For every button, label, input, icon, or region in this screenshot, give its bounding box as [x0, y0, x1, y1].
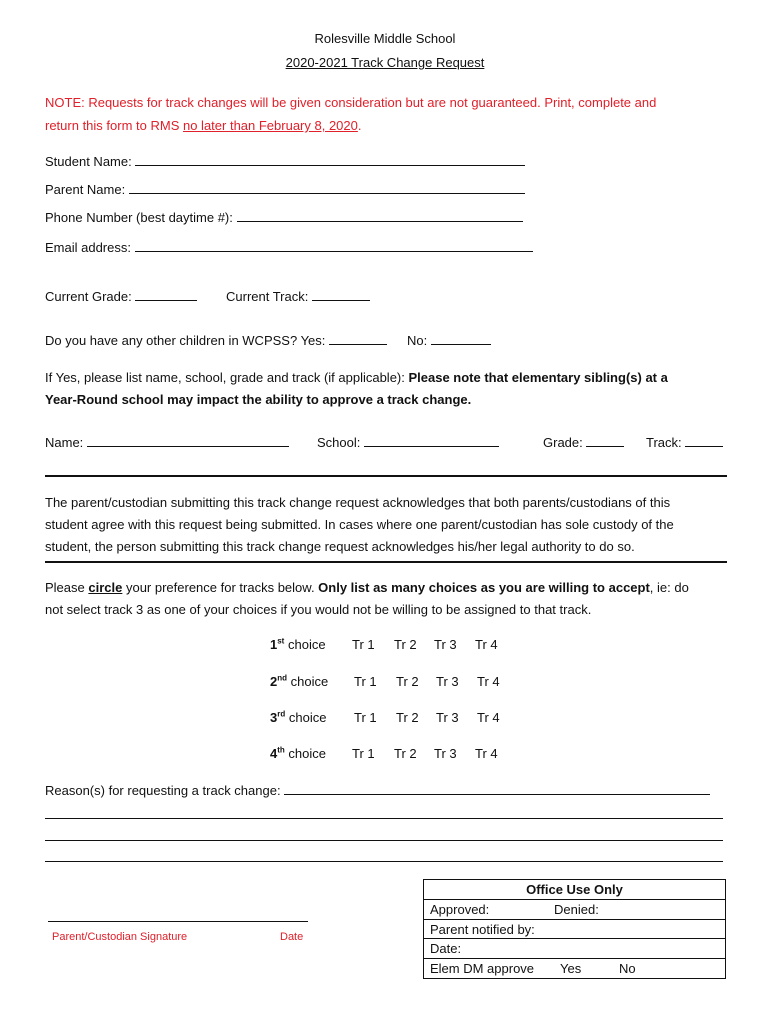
- parent-name-field[interactable]: Parent Name:: [45, 182, 525, 197]
- track-option[interactable]: Tr 1: [354, 674, 377, 689]
- track-option[interactable]: Tr 3: [436, 674, 459, 689]
- choice-label: 1st choice: [270, 636, 326, 652]
- ack-line-3: student, the person submitting this track change request acknowledges his/her legal authority to do so.: [45, 539, 635, 554]
- office-elem: Elem DM approve: [430, 960, 535, 976]
- track-option[interactable]: Tr 1: [354, 710, 377, 725]
- track-option[interactable]: Tr 4: [477, 710, 500, 725]
- office-approved: Approved:: [430, 902, 490, 917]
- ack-line-2: student agree with this request being submitted. In cases where one parent/custodian has sole custody of the: [45, 517, 674, 532]
- track-option[interactable]: Tr 4: [477, 674, 500, 689]
- track-option[interactable]: Tr 3: [434, 746, 457, 761]
- track-option[interactable]: Tr 4: [475, 637, 498, 652]
- deadline: no later than February 8, 2020: [182, 118, 358, 133]
- choice-label: 3rd choice: [270, 709, 327, 725]
- reason-line-3[interactable]: [45, 840, 723, 841]
- office-approved-row: [424, 900, 725, 920]
- track-option[interactable]: Tr 3: [434, 637, 457, 652]
- track-option[interactable]: Tr 1: [352, 746, 375, 761]
- track-option[interactable]: Tr 2: [396, 710, 419, 725]
- office-date: Date:: [424, 939, 725, 959]
- office-elem-row: [424, 959, 725, 979]
- sibling-instructions: If Yes, please list name, school, grade and track (if applicable): Please note that elementary sibling(s) at a: [45, 370, 668, 385]
- choice-label: 4th choice: [270, 745, 326, 761]
- office-use-box: [423, 879, 726, 979]
- track-option[interactable]: Tr 2: [394, 746, 417, 761]
- other-children-no[interactable]: No:: [407, 333, 491, 348]
- form-title: 2020-2021 Track Change Request: [285, 55, 485, 70]
- student-name-field[interactable]: Student Name:: [45, 154, 525, 169]
- track-option[interactable]: Tr 4: [475, 746, 498, 761]
- current-track-field[interactable]: Current Track:: [226, 289, 370, 304]
- office-denied: Denied:: [554, 902, 599, 917]
- phone-field[interactable]: Phone Number (best daytime #):: [45, 210, 523, 225]
- reason-field[interactable]: Reason(s) for requesting a track change:: [45, 783, 710, 798]
- note-line-1: NOTE: Requests for track changes will be given consideration but are not guaranteed. Print, complete and: [45, 95, 657, 110]
- office-yes: Yes: [560, 960, 582, 976]
- email-field[interactable]: Email address:: [45, 240, 533, 255]
- preference-line-2: not select track 3 as one of your choices if you would not be willing to be assigned to that track.: [45, 602, 592, 617]
- track-option[interactable]: Tr 1: [352, 637, 375, 652]
- office-notified: Parent notified by:: [424, 920, 725, 940]
- school-name: Rolesville Middle School: [314, 31, 456, 46]
- track-option[interactable]: Tr 3: [436, 710, 459, 725]
- sibling-school-field[interactable]: School:: [317, 435, 499, 450]
- track-option[interactable]: Tr 2: [394, 637, 417, 652]
- preference-instructions: Please circle your preference for tracks below. Only list as many choices as you are willing to accept, ie: do: [45, 580, 689, 595]
- reason-line-2[interactable]: [45, 818, 723, 819]
- track-option[interactable]: Tr 2: [396, 674, 419, 689]
- other-children-yes[interactable]: Do you have any other children in WCPSS? Yes:: [45, 333, 387, 348]
- sibling-grade-field[interactable]: Grade:: [543, 435, 624, 450]
- reason-line-4[interactable]: [45, 861, 723, 862]
- signature-date-label: Date: [280, 931, 304, 943]
- choice-label: 2nd choice: [270, 673, 329, 689]
- signature-line[interactable]: [48, 921, 308, 922]
- signature-label: Parent/Custodian Signature: [52, 931, 188, 943]
- section-divider-2: [45, 561, 727, 563]
- note-line-2: return this form to RMS no later than February 8, 2020.: [45, 118, 362, 133]
- sibling-track-field[interactable]: Track:: [646, 435, 723, 450]
- sibling-warning: Year-Round school may impact the ability to approve a track change.: [45, 392, 472, 407]
- office-title: Office Use Only: [424, 880, 725, 900]
- current-grade-field[interactable]: Current Grade:: [45, 289, 197, 304]
- section-divider: [45, 475, 727, 477]
- office-no: No: [619, 960, 636, 976]
- ack-line-1: The parent/custodian submitting this track change request acknowledges that both parents/custodians of this: [45, 495, 671, 510]
- sibling-name-field[interactable]: Name:: [45, 435, 289, 450]
